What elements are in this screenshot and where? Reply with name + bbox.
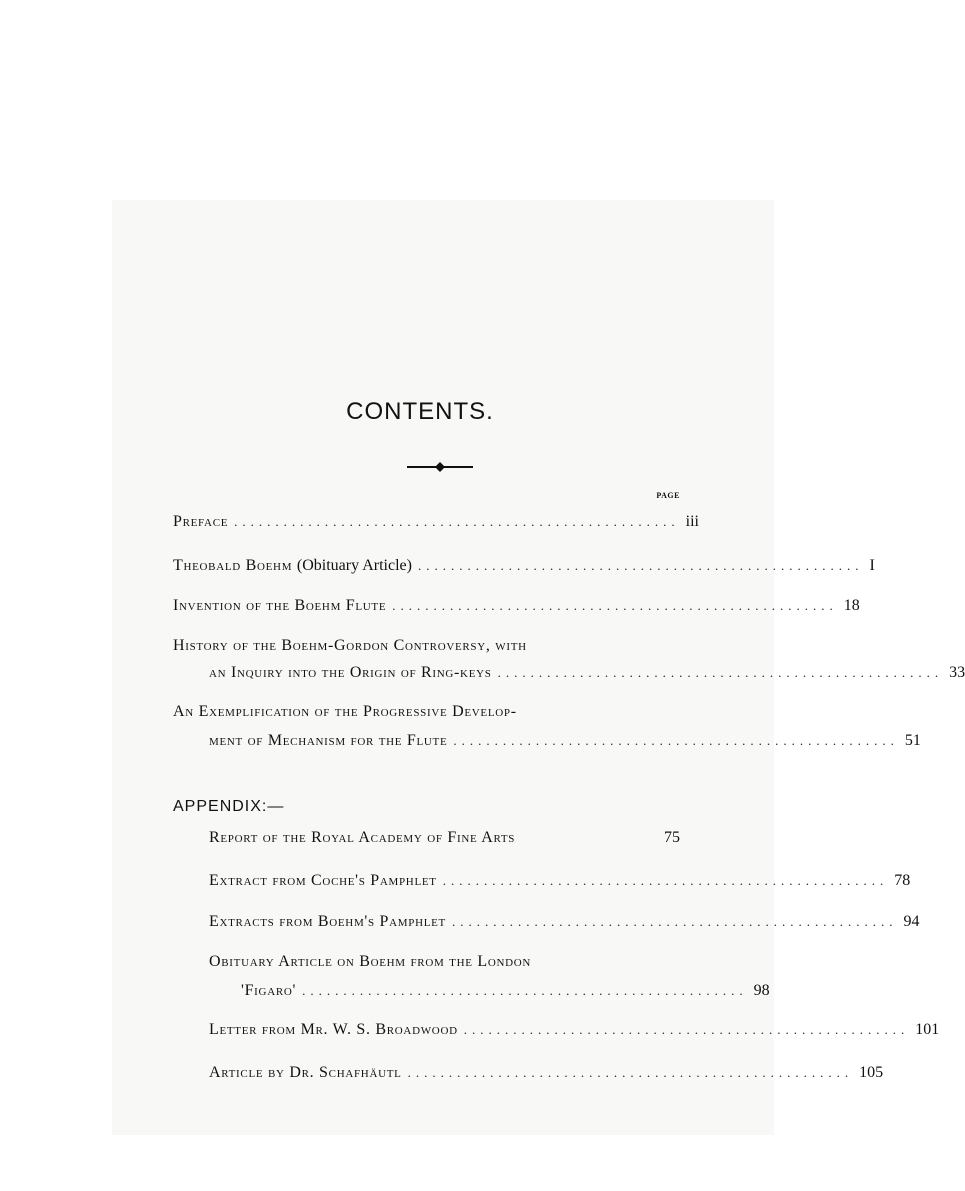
entry-title: Letter from Mr. W. S. Broadwood — [209, 1021, 458, 1038]
leader-dots: ...................................................... — [463, 1022, 910, 1037]
entry-page: I — [869, 557, 875, 574]
entry-title — [173, 557, 412, 575]
leader-dots: ...................................................... — [451, 914, 898, 929]
entry-title: Extracts from Boehm's Pamphlet — [209, 913, 446, 930]
toc-entry-invention[interactable] — [173, 597, 860, 623]
toc-entry-exemplification-line1[interactable] — [173, 703, 680, 729]
leader-dots: ...................................................... — [407, 1065, 854, 1080]
leader-dots: ...................................................... — [453, 733, 899, 748]
entry-title: Preface — [173, 513, 229, 530]
appendix-entry-schafhautl[interactable] — [209, 1064, 884, 1090]
page-title: CONTENTS. — [346, 398, 494, 425]
appendix-entry-obituary-line1[interactable] — [209, 953, 680, 979]
entry-title: An Exemplification of the Progressive Develop- — [173, 703, 517, 720]
title-ornament — [405, 460, 475, 474]
leader-dots: ...................................................... — [234, 514, 680, 529]
leader-dots: ...................................................... — [392, 598, 838, 613]
entry-page: 75 — [664, 829, 680, 846]
entry-page: 98 — [753, 982, 770, 999]
entry-title: Report of the Royal Academy of Fine Arts — [209, 829, 516, 846]
entry-title: Article by Dr. Schafhäutl — [209, 1064, 402, 1081]
leader-dots: ...................................................... — [442, 873, 889, 888]
entry-title: History of the Boehm-Gordon Controversy, with — [173, 637, 527, 654]
entry-page: 101 — [915, 1021, 940, 1038]
page-column-header: PAGE — [656, 491, 680, 500]
leader-dots: ...................................................... — [417, 558, 864, 573]
entry-title: Obituary Article on Boehm from the London — [209, 953, 532, 970]
leader-dots: ...................................................... — [497, 665, 944, 680]
appendix-entry-report[interactable] — [209, 829, 680, 855]
entry-title-main: Theobald Boehm — [173, 557, 293, 574]
toc-entry-preface[interactable] — [173, 513, 699, 539]
entry-page: 18 — [843, 597, 860, 614]
toc-entry-history-line1[interactable] — [173, 637, 680, 663]
entry-title: 'Figaro' — [241, 982, 297, 999]
entry-page: 94 — [903, 913, 920, 930]
entry-page: 105 — [859, 1064, 884, 1081]
appendix-entry-coche[interactable] — [209, 872, 911, 898]
entry-title: ment of Mechanism for the Flute — [209, 732, 448, 749]
entry-page: iii — [685, 513, 699, 530]
entry-page: 51 — [904, 732, 921, 749]
entry-title: an Inquiry into the Origin of Ring-keys — [209, 664, 492, 681]
entry-title: Invention of the Boehm Flute — [173, 597, 387, 614]
appendix-entry-boehm-pamphlet[interactable] — [209, 913, 920, 939]
toc-entry-theobald-boehm[interactable] — [173, 557, 875, 583]
toc-entry-history-line2[interactable] — [209, 664, 965, 690]
entry-title: Extract from Coche's Pamphlet — [209, 872, 437, 889]
entry-page: 33 — [949, 664, 965, 681]
appendix-heading: APPENDIX:— — [173, 798, 285, 815]
entry-title-note: (Obituary Article) — [296, 557, 412, 574]
appendix-entry-broadwood[interactable] — [209, 1021, 940, 1047]
leader-dots: ...................................................... — [302, 983, 748, 998]
appendix-entry-obituary-line2[interactable] — [241, 982, 770, 1008]
entry-page: 78 — [894, 872, 911, 889]
toc-entry-exemplification-line2[interactable] — [209, 732, 921, 758]
